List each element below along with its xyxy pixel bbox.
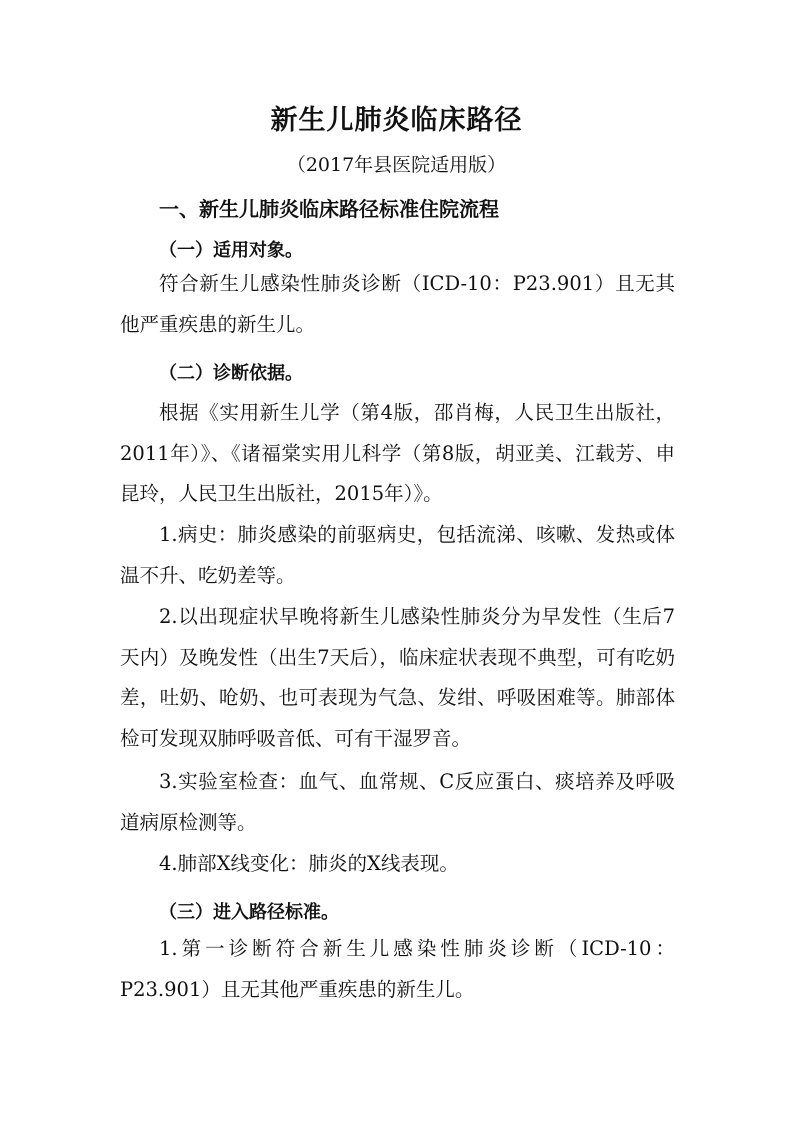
paragraph-history: 1.病史：肺炎感染的前驱病史，包括流涕、咳嗽、发热或体温不升、吃奶差等。 [120, 523, 675, 587]
paragraph-onset-classification: 2.以出现症状早晚将新生儿感染性肺炎分为早发性（生后7天内）及晚发性（出生7天后），临床症状表现不典型，可有吃奶差，吐奶、呛奶、也可表现为气急、发绀、呼吸困难等。肺部体检可发现双肺呼吸音低、可有干湿罗音。 [120, 605, 675, 750]
subsection-heading-3: （三）进入路径标准。 [159, 902, 339, 923]
section-heading: 一、新生儿肺炎临床路径标准住院流程 [159, 197, 499, 221]
subsection-heading-2: （二）诊断依据。 [159, 363, 303, 384]
subsection-heading-1: （一）适用对象。 [159, 240, 303, 261]
paragraph-applicable-target: 符合新生儿感染性肺炎诊断（ICD-10：P23.901）且无其他严重疾患的新生儿。 [120, 272, 675, 336]
paragraph-entry-criteria: 1.第一诊断符合新生儿感染性肺炎诊断（ICD-10：P23.901）且无其他严重疾患的新生儿。 [120, 937, 675, 1001]
document-title: 新生儿肺炎临床路径 [270, 105, 523, 136]
paragraph-diagnosis-basis: 根据《实用新生儿学（第4版，邵肖梅，人民卫生出版社，2011年）》、《诸福棠实用儿科学（第8版，胡亚美、江载芳、申昆玲，人民卫生出版社，2015年）》。 [120, 401, 675, 505]
paragraph-lab-tests: 3.实验室检查：血气、血常规、C反应蛋白、痰培养及呼吸道病原检测等。 [120, 770, 675, 834]
paragraph-xray: 4.肺部X线变化：肺炎的X线表现。 [159, 852, 459, 875]
document-subtitle: （2017年县医院适用版） [286, 154, 507, 176]
